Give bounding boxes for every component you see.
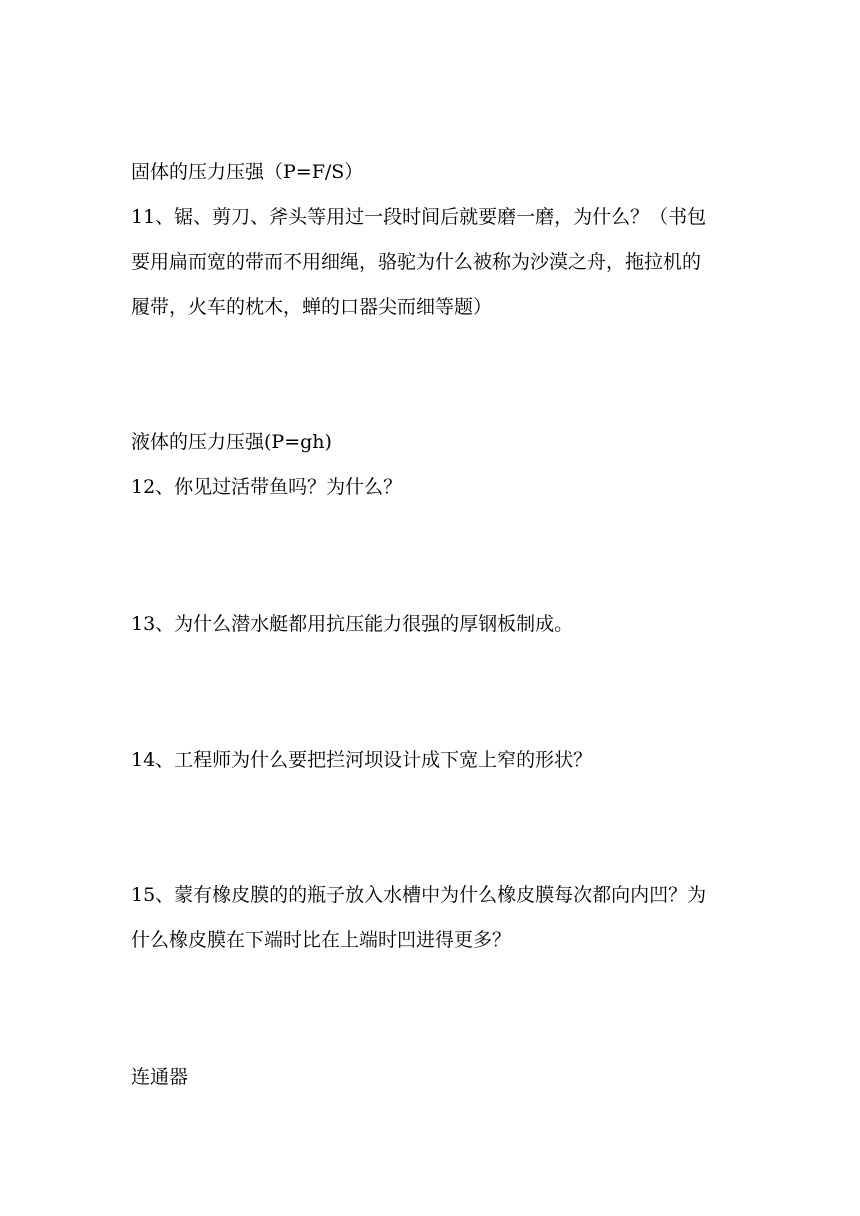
section-heading-connector: 连通器 (131, 1066, 189, 1088)
question-13: 13、为什么潜水艇都用抗压能力很强的厚钢板制成。 (131, 613, 574, 635)
question-11-line-3: 履带，火车的枕木，蝉的口器尖而细等题） (131, 296, 493, 318)
section-heading-liquid-pressure: 液体的压力压强(P=gh) (131, 431, 332, 453)
question-14: 14、工程师为什么要把拦河坝设计成下宽上窄的形状？ (131, 749, 593, 771)
question-15-line-1: 15、蒙有橡皮膜的的瓶子放入水槽中为什么橡皮膜每次都向内凹？为 (131, 884, 707, 906)
question-15-line-2: 什么橡皮膜在下端时比在上端时凹进得更多？ (131, 929, 512, 951)
question-11-line-2: 要用扁而宽的带而不用细绳，骆驼为什么被称为沙漠之舟，拖拉机的 (131, 251, 702, 273)
section-heading-solid-pressure: 固体的压力压强（P=F/S） (131, 161, 364, 183)
question-12: 12、你见过活带鱼吗？为什么？ (131, 476, 403, 498)
question-11-line-1: 11、锯、剪刀、斧头等用过一段时间后就要磨一磨，为什么？（书包 (131, 206, 707, 228)
